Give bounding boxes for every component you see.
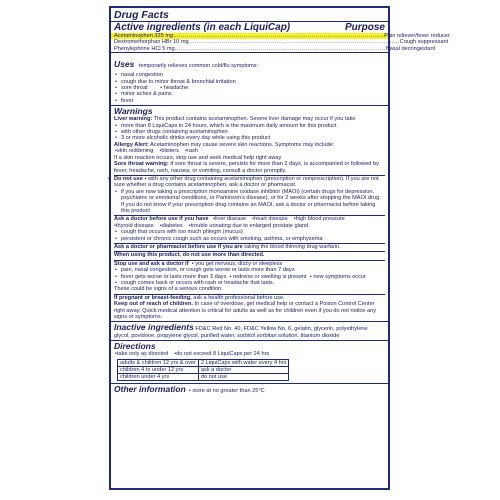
- allergy-tail: If a skin reaction occurs, stop use and seek medical help right away: [114, 154, 282, 161]
- list-item: • minor aches & pains: [121, 91, 385, 97]
- list-item: • more than 8 LiquiCaps in 24 hours, which is the maximum daily amount for this product: [121, 123, 385, 129]
- directions-title: Directions: [114, 341, 156, 352]
- list-item: • cough comes back or occurs with rash or headache that lasts.: [121, 280, 385, 286]
- inactive-ingredients-title: Inactive ingredients: [114, 322, 194, 333]
- list-item: • with other drugs containing acetaminophen: [121, 129, 385, 135]
- active-ingredients-label: Active ingredients (in each LiquiCap): [114, 22, 291, 33]
- directions-table: [117, 359, 289, 382]
- table-row: children under 4 yrs do not use: [118, 374, 289, 381]
- ask-doctor-line: Ask a doctor before use if you have • liver disease• heart disease• high blood pressure: [114, 216, 385, 222]
- pregnancy-section: If pregnant or breast-feeding, ask a health professional before use. Keep out of reach of children. In case of overdose, get medical help or contact a Poison Control Center right away. Quick medical attention is critical for adults as well as for children even if you do not notice any signs or symptoms.: [114, 294, 376, 321]
- uses-section: [111, 53, 388, 104]
- drug-facts-panel: [109, 6, 450, 490]
- do-not-use-list-2: [114, 189, 385, 215]
- do-not-use-list: [114, 176, 385, 189]
- warnings-section: [111, 106, 388, 174]
- ask-pharmacist-section: Ask a doctor or pharmacist before use if you are taking the blood thinning drug warfarin.: [114, 243, 341, 250]
- sore-throat-warning: Sore throat warning: If sore throat is severe, persists for more than 2 days, is accompanied or followed by fever, headache, rash, nausea, or vomiting, consult a doctor promptly.: [114, 161, 379, 174]
- stop-use-list: [114, 267, 385, 286]
- when-using-section: When using this product, do not use more than directed.: [114, 252, 265, 259]
- list-item: • Do not use • with any other drug containing acetaminophen (prescription or nonprescription). If you are not sure whether a drug contains acetaminophen, ask a doctor or pharmacist.: [114, 176, 385, 189]
- active-ingredient-row: Acetaminophen 325 mg ............................................................................................................ Pain reliever/fever reducer: [111, 33, 388, 39]
- other-information-title: Other information: [114, 384, 186, 395]
- uses-intro: temporarily relieves common cold/flu symptoms:: [138, 63, 259, 70]
- list-item: • persistent or chronic cough such as occurs with smoking, asthma, or emphysema: [121, 236, 385, 242]
- ask-doctor-list: [114, 229, 385, 242]
- liver-warning-list: [114, 123, 385, 142]
- ask-doctor-line-2: • thyroid disease• diabetes• trouble urinating due to enlarged prostate gland: [114, 223, 385, 229]
- leader-dots: ............................................................................................................: [174, 45, 386, 52]
- purpose-label: Purpose: [344, 22, 385, 33]
- list-item: • cough that occurs with too much phlegm (mucus): [121, 229, 385, 235]
- list-item: • pain, nasal congestion, or cough gets worse or lasts more than 7 days: [121, 267, 385, 273]
- list-item: • cough due to minor throat & bronchial irritation: [121, 79, 385, 85]
- inactive-ingredients-section: [111, 322, 388, 339]
- stop-use-tail: These could be signs of a serious condition.: [114, 286, 223, 293]
- liver-warning: Liver warning: This product contains acetaminophen. Severe liver damage may occur if you take: [114, 116, 356, 123]
- ask-doctor-section: [111, 216, 388, 242]
- table-row: adults & children 12 yrs & over 2 LiquiCaps with water every 4 hrs: [118, 359, 289, 366]
- leader-dots: ............................................................................................................: [188, 39, 400, 46]
- stop-use-section: Stop use and ask a doctor if • you get nervous, dizzy or sleepless • pain, nasal congestion, or cough gets worse or lasts more than 7 days • fever gets worse or lasts more than 3 days • redness or swelling is present • new symptoms occur • cough comes back or occurs with rash or headache that lasts. These could be signs of a serious condition.: [111, 261, 388, 293]
- other-information-text: store at no greater than 25°C: [192, 388, 265, 395]
- other-information-section: Other information • store at no greater than 25°C: [114, 384, 265, 395]
- list-item: • sore throat • headache: [121, 85, 385, 91]
- uses-list: [114, 72, 385, 104]
- inactive-ingredients-text: FD&C Red No. 40, FD&C Yellow No. 6, gelatin, glycerin, polyethylene glycol, povidone, propylene glycol, purified water, sorbitol sorbitan solution, titanium dioxide: [114, 326, 368, 339]
- list-item: • fever: [121, 98, 385, 104]
- warnings-title: Warnings: [114, 106, 153, 117]
- directions-list: • take only as directed• do not exceed 8 LiquiCaps per 24 hrs: [114, 351, 385, 357]
- allergy-symptoms: • skin reddening• blisters• rash: [114, 148, 385, 154]
- list-item: • fever gets worse or lasts more than 3 days • redness or swelling is present • new symptoms occur: [121, 274, 385, 280]
- list-item: • 3 or more alcoholic drinks every day while using this product: [121, 135, 385, 141]
- table-row: children 4 to under 12 yrs ask a doctor: [118, 366, 289, 373]
- directions-section: [111, 341, 388, 381]
- leader-dots: ............................................................................................................: [173, 33, 385, 39]
- list-item: • nasal congestion: [121, 72, 385, 78]
- do-not-use-section: [111, 176, 388, 214]
- allergy-alert: Allergy Alert: Acetaminophen may cause severe skin reactions. Symptoms may include:: [114, 141, 335, 148]
- active-ingredient-row: Phenylephrine HCl 5 mg ............................................................................................................ Nasal decongestant: [114, 45, 436, 52]
- uses-title: Uses: [114, 59, 135, 70]
- list-item: • if you are now taking a prescription monoamine oxidase inhibitor (MAOI) (certain drugs for depression, psychiatric or emotional conditions, or Parkinson's disease), or for 2 weeks after stopping the MAOI drug. If you do not know if your prescription drug contains an MAOI, ask a doctor or pharmacist before taking this product: [121, 189, 385, 215]
- drug-facts-title: Drug Facts: [114, 9, 169, 21]
- active-ingredients-header: [111, 22, 388, 33]
- active-ingredient-row: Dextromethorphan HBr 10 mg ............................................................................................................ Cough suppressant: [114, 39, 449, 46]
